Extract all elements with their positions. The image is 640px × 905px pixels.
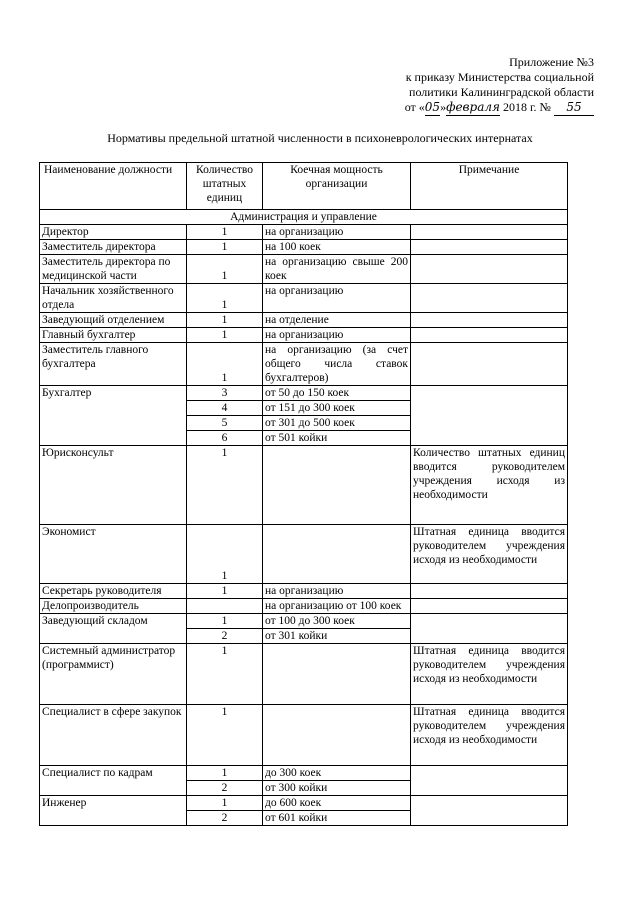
note-cell [411,343,568,386]
table-row [40,255,568,284]
table-row [40,225,568,240]
beds-cell: на организацию свыше 200 коек [263,255,411,284]
appendix-date-line [334,100,594,116]
note-cell [411,584,568,599]
beds-cell: на организацию [263,328,411,343]
date-month: февраля [446,100,500,114]
units-cell: 1 [187,225,263,240]
beds-cell [263,644,411,705]
units-cell: 2 [187,781,263,796]
section-title: Администрация и управление [40,210,568,225]
note-cell [411,386,568,446]
units-cell: 2 [187,811,263,826]
position-cell: Директор [40,225,187,240]
header-note: Примечание [411,163,568,210]
beds-cell: на организацию [263,225,411,240]
document-title: Нормативы предельной штатной численности в психоневрологических интернатах [107,131,533,145]
units-cell: 5 [187,416,263,431]
beds-cell: на 100 коек [263,240,411,255]
units-cell: 1 [187,705,263,766]
note-cell [411,225,568,240]
appendix-order-line: к приказу Министерства социальной [405,70,594,84]
units-cell: 6 [187,431,263,446]
position-cell: Начальник хозяйственного отдела [40,284,187,313]
note-cell: Штатная единица вводится руководителем учреждения исходя из необходимости [411,705,568,766]
note-cell: Количество штатных единиц вводится руководителем учреждения исходя из необходимости [411,446,568,525]
beds-cell: на отделение [263,313,411,328]
note-cell [411,614,568,644]
beds-cell [263,446,411,525]
table-row [40,796,568,811]
beds-cell: от 100 до 300 коек [263,614,411,629]
table-row [40,584,568,599]
note-cell [411,328,568,343]
units-cell: 1 [187,614,263,629]
units-cell [187,599,263,614]
position-cell: Делопроизводитель [40,599,187,614]
position-cell: Заместитель директора по медицинской части [40,255,187,284]
date-prefix: от « [404,100,425,114]
beds-cell: от 501 койки [263,431,411,446]
position-cell: Юрисконсульт [40,446,187,525]
note-cell [411,284,568,313]
position-cell: Специалист в сфере закупок [40,705,187,766]
units-cell: 1 [187,446,263,525]
note-cell: Штатная единица вводится руководителем учреждения исходя из необходимости [411,525,568,584]
position-cell: Заведующий отделением [40,313,187,328]
table-row [40,644,568,705]
appendix-ministry-line: политики Калининградской области [409,85,594,99]
header-units: Количество штатных единиц [187,163,263,210]
appendix-number: Приложение №3 [509,55,594,69]
beds-cell [263,705,411,766]
beds-cell [263,525,411,584]
note-cell: Штатная единица вводится руководителем учреждения исходя из необходимости [411,644,568,705]
beds-cell: от 601 койки [263,811,411,826]
table-row [40,705,568,766]
position-cell: Инженер [40,796,187,826]
table-body [40,163,568,826]
section-row [40,210,568,225]
units-cell: 3 [187,386,263,401]
date-mid: » [440,100,447,114]
position-cell: Системный администратор (программист) [40,644,187,705]
units-cell: 1 [187,766,263,781]
order-number: 55 [554,100,594,116]
header-row [40,163,568,210]
note-cell [411,313,568,328]
beds-cell: до 300 коек [263,766,411,781]
position-cell: Заместитель директора [40,240,187,255]
beds-cell: от 301 койки [263,629,411,644]
appendix-header [334,55,594,116]
units-cell: 1 [187,255,263,284]
units-cell: 2 [187,629,263,644]
beds-cell: до 600 коек [263,796,411,811]
units-cell: 1 [187,644,263,705]
header-beds: Коечная мощность организации [263,163,411,210]
beds-cell: от 301 до 500 коек [263,416,411,431]
table-row [40,313,568,328]
table-row [40,446,568,525]
table-row [40,240,568,255]
date-day: 05 [424,100,441,114]
note-cell [411,796,568,826]
units-cell: 1 [187,313,263,328]
note-cell [411,240,568,255]
position-cell: Специалист по кадрам [40,766,187,796]
units-cell: 1 [187,796,263,811]
table-row [40,343,568,386]
position-cell: Заведующий складом [40,614,187,644]
table-row [40,614,568,629]
units-cell: 1 [187,240,263,255]
units-cell: 1 [187,525,263,584]
units-cell: 1 [187,343,263,386]
beds-cell: на организацию [263,584,411,599]
units-cell: 1 [187,328,263,343]
beds-cell: на организацию (за счет общего числа ставок бухгалтеров) [263,343,411,386]
table-row [40,766,568,781]
table-row [40,284,568,313]
units-cell: 1 [187,284,263,313]
beds-cell: от 300 койки [263,781,411,796]
units-cell: 1 [187,584,263,599]
position-cell: Заместитель главного бухгалтера [40,343,187,386]
table-row [40,328,568,343]
beds-cell: на организацию от 100 коек [263,599,411,614]
note-cell [411,599,568,614]
date-year: 2018 г. № [499,100,551,114]
note-cell [411,255,568,284]
beds-cell: от 50 до 150 коек [263,386,411,401]
table-row [40,525,568,584]
position-cell: Секретарь руководителя [40,584,187,599]
header-position: Наименование должности [40,163,187,210]
note-cell [411,766,568,796]
staffing-table [39,162,568,826]
units-cell: 4 [187,401,263,416]
beds-cell: на организацию [263,284,411,313]
position-cell: Бухгалтер [40,386,187,446]
position-cell: Главный бухгалтер [40,328,187,343]
position-cell: Экономист [40,525,187,584]
table-row [40,599,568,614]
beds-cell: от 151 до 300 коек [263,401,411,416]
table-row [40,386,568,401]
